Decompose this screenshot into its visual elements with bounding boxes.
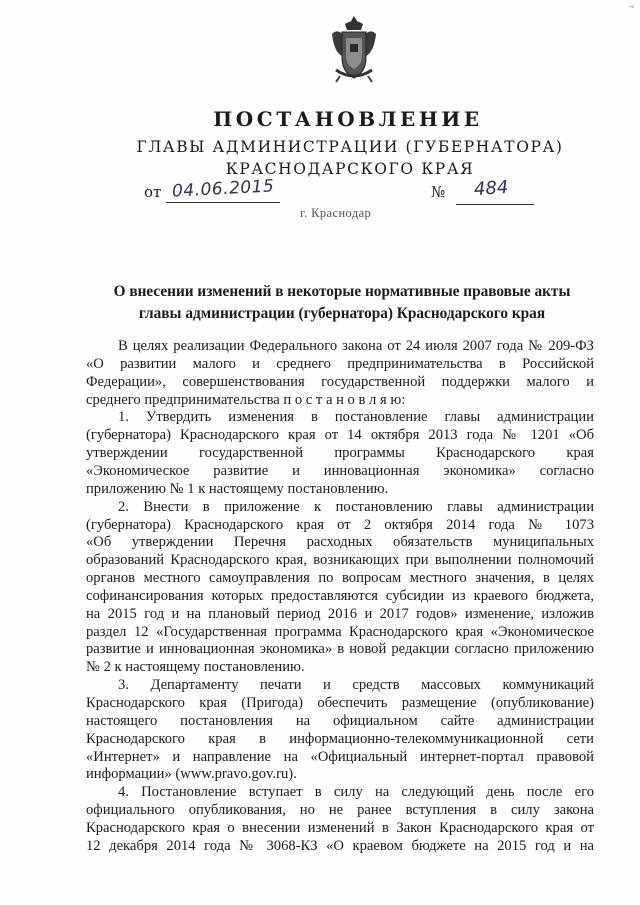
body-text-line: 12 декабря 2014 года № 3068-КЗ «О краевом бюджете на 2015 год и на (86, 837, 594, 854)
city-label: г. Краснодар (300, 206, 372, 220)
handwritten-date: 04.06.2015 (171, 176, 275, 202)
body-text-line: среднего предпринимательства п о с т а н о в л я ю: (86, 391, 406, 408)
scan-corner-mark: → (629, 2, 634, 11)
body-text-line: 4. Постановление вступает в силу на следующий день после его (118, 784, 594, 801)
date-underline (166, 202, 280, 203)
issuer-heading: ГЛАВЫ АДМИНИСТРАЦИИ (ГУБЕРНАТОРА) (136, 138, 564, 156)
body-text-line: 3. Департаменту печати и средств массовых коммуникаций (118, 677, 594, 694)
body-text-line: Краснодарского края в информационно-телекоммуникационной сети (86, 730, 594, 747)
body-text-line: 2. Внести в приложение к постановлению главы администрации (118, 498, 594, 515)
body-text-line: «О развитии малого и среднего предпринимательства в Российской (86, 355, 594, 372)
body-text-line: на 2015 год и на плановый период 2016 и 2017 годов» изменение, изложив (86, 605, 594, 622)
body-text-line: приложению № 1 к настоящему постановлению. (86, 480, 389, 497)
region-heading: КРАСНОДАРСКОГО КРАЯ (225, 160, 475, 178)
body-text-line: утверждении государственной программы Краснодарского края (86, 445, 594, 462)
body-text-line: раздел 12 «Государственная программа Краснодарского края «Экономическое (86, 623, 594, 640)
body-text-line: информации» (www.pravo.gov.ru). (86, 766, 297, 783)
document-type-heading: ПОСТАНОВЛЕНИЕ (213, 107, 483, 131)
body-text-line: настоящего постановления на официальном сайте администрации (86, 712, 594, 729)
body-text-line: «Об утверждении Перечня расходных обязательств муниципальных (86, 534, 594, 551)
body-text-line: Федерации», совершенствования государственной поддержки малого и (86, 373, 594, 390)
handwritten-number: 484 (473, 176, 510, 201)
body-text-line: В целях реализации Федерального закона от 24 июля 2007 года № 209-ФЗ (118, 338, 594, 354)
body-text-line: официального опубликования, но не ранее вступления в силу закона (86, 802, 594, 819)
coat-of-arms-emblem (328, 14, 380, 84)
decree-title-line-2: главы администрации (губернатора) Краснодарского края (138, 305, 546, 322)
body-text-line: образований Краснодарского края, возникающих при выполнении полномочий (86, 552, 594, 569)
body-text-line: (губернатора) Краснодарского края от 14 октября 2013 года № 1201 «Об (86, 427, 594, 444)
body-text-line: (губернатора) Краснодарского края от 2 октября 2014 года № 1073 (86, 516, 594, 533)
body-text-line: 1. Утвердить изменения в постановление главы администрации (118, 409, 594, 426)
number-underline (456, 204, 534, 205)
body-text-line: «Интернет» и направление на «Официальный интернет-портал правовой (86, 748, 594, 765)
date-label: от (144, 183, 162, 201)
number-label: № (431, 183, 446, 201)
body-text-line: развитие и инновационная экономика» в новой редакции согласно приложению (86, 641, 594, 658)
body-text-line: софинансирования которых предоставляются субсидии из краевого бюджета, (86, 587, 594, 604)
decree-title-line-1: О внесении изменений в некоторые нормативные правовые акты (113, 283, 571, 300)
body-text-line: № 2 к настоящему постановлению. (86, 659, 305, 676)
body-text-line: Краснодарского края о внесении изменений в Закон Краснодарского края от (86, 819, 594, 836)
body-text-line: органов местного самоуправления по вопросам местного значения, в целях (86, 570, 594, 587)
body-text-line: Краснодарского края (Пригода) обеспечить размещение (опубликование) (86, 695, 594, 711)
body-text-line: «Экономическое развитие и инновационная экономика» согласно (86, 462, 594, 479)
